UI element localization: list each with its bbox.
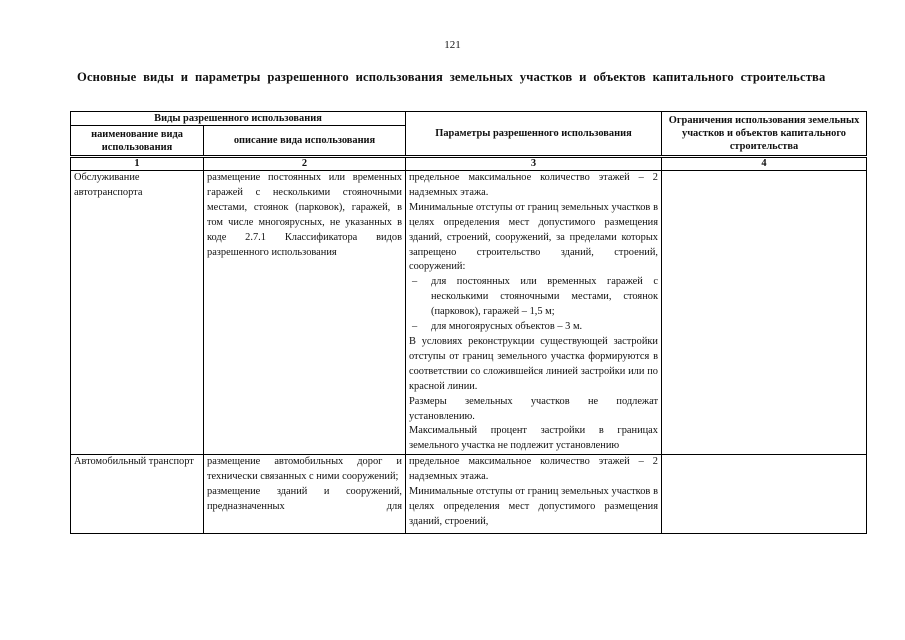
document-title: Основные виды и параметры разрешенного использования земельных участков и объектов капитального строительства (77, 70, 826, 84)
dash-bullet: – (412, 276, 418, 288)
column-number: 2 (204, 157, 406, 171)
table-row (71, 455, 867, 534)
param-min-setbacks: Минимальные отступы от границ земельных участков в целях определения мест допустимого размещения зданий, строений, (409, 486, 658, 527)
column-number-row (71, 157, 867, 171)
column-number: 1 (71, 157, 204, 171)
restrictions-cell (662, 455, 867, 534)
dash-bullet: – (412, 321, 418, 333)
usage-description-line: размещение зданий и сооружений, предназначенных для (207, 486, 402, 512)
param-max-coverage: Максимальный процент застройки в границах земельного участка не подлежит установлению (409, 425, 658, 452)
param-setback-garages: для постоянных или временных гаражей с несколькими стояночными местами, стоянок (парковок), гаражей – 1,5 м; (431, 276, 658, 318)
restrictions-cell (662, 171, 867, 455)
usage-description-line: размещение автомобильных дорог и технически связанных с ними сооружений; (207, 456, 402, 483)
page-number: 121 (444, 39, 461, 51)
list-item (409, 320, 658, 335)
header-group-usage-types: Виды разрешенного использования (71, 112, 406, 126)
parameters-cell (406, 171, 662, 455)
table-row (71, 171, 867, 455)
header-usage-name: наименование вида использования (71, 126, 204, 157)
param-setback-multilevel: для многоярусных объектов – 3 м. (431, 321, 583, 333)
param-max-floors: предельное максимальное количество этажей – 2 надземных этажа. (409, 456, 658, 483)
list-item (409, 275, 658, 320)
param-max-floors: предельное максимальное количество этажей – 2 надземных этажа. (409, 172, 658, 198)
header-parameters: Параметры разрешенного использования (406, 112, 662, 157)
usage-description-cell: размещение постоянных или временных гаражей с несколькими стояночными местами, стоянок (парковок), гаражей, в том числе многоярусных, не указанных в коде 2.7.1 Классификатора видов разрешенного использования (204, 171, 406, 455)
land-use-table (70, 111, 867, 534)
parameters-cell (406, 455, 662, 534)
usage-description-cell (204, 455, 406, 534)
header-restrictions: Ограничения использования земельных участков и объектов капитального строительства (662, 112, 867, 157)
param-plot-size: Размеры земельных участков не подлежат установлению. (409, 395, 658, 422)
header-usage-description: описание вида использования (204, 126, 406, 157)
usage-name-cell: Обслуживание автотранспорта (71, 171, 204, 455)
column-number: 4 (662, 157, 867, 171)
param-reconstruction: В условиях реконструкции существующей застройки отступы от границ земельного участка формируются в соответствии со сложившейся линией застройки или по красной линии. (409, 335, 658, 392)
usage-name-cell: Автомобильный транспорт (71, 455, 204, 534)
column-number: 3 (406, 157, 662, 171)
param-min-setbacks: Минимальные отступы от границ земельных участков в целях определения мест допустимого размещения зданий, строений, сооружений, за пределами которых запрещено строительство зданий, строений, сооружений: (409, 201, 658, 273)
